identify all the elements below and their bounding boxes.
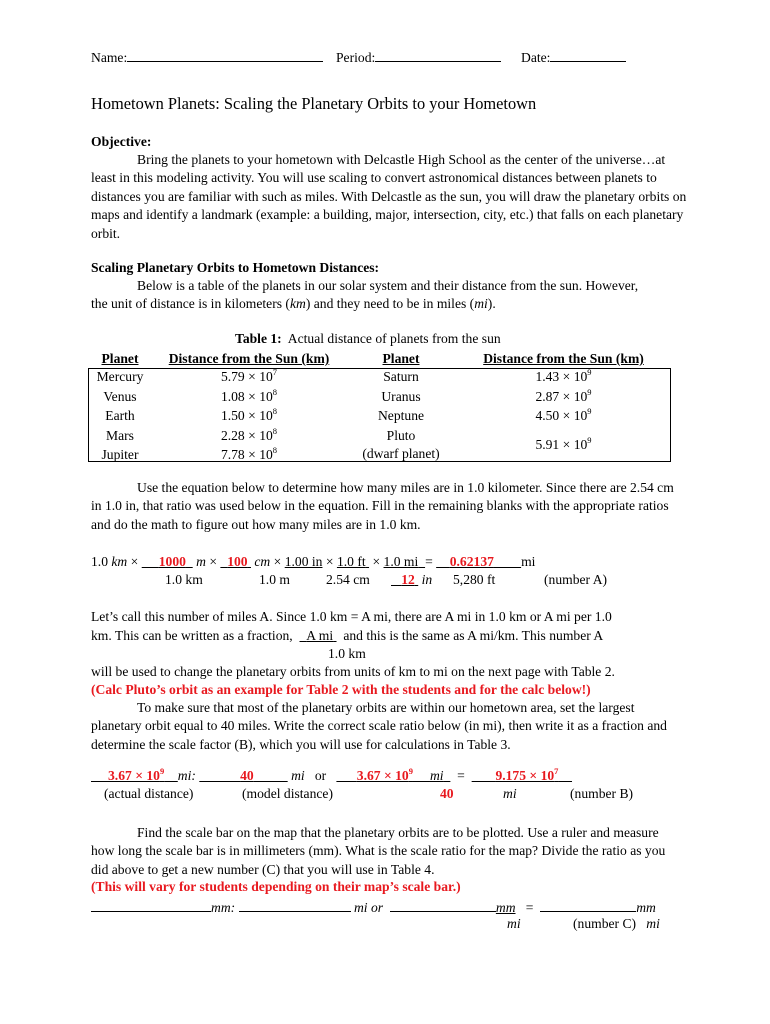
table1-caption-label: Table 1: [235,331,282,346]
conv-times: × [205,554,221,569]
result-exponent: 7 [554,766,559,776]
objective-heading: Objective: [91,134,152,149]
planet-name: Jupiter [101,447,139,463]
scale-c-mi-or: mi or [353,900,384,915]
period-blank[interactable] [375,47,501,62]
label-number-c-text: (number C) [573,916,637,931]
frac-c-numerator-blank[interactable] [390,897,496,912]
conv-denom-2: 1.0 m [259,572,290,587]
table-row [88,427,671,446]
scale-c-equation [91,897,656,917]
scale-mi-colon: mi: [177,768,196,783]
distance-mantissa: 5.79 × 10 [220,369,273,385]
conv-times: × [127,554,142,569]
objective-text: Bring the planets to your hometown with Delcastle High School as the center of the universe…at least in this modeling activity. You will use scaling to convert astronomical distances between planets to distances you are familiar with such as miles. With Delcastle as the sun, you will draw the planetary orbits on maps and identify a landmark (example: a building, major, intersection, city, etc.) that falls on each planetary orbit. [91,152,687,241]
table1-caption [235,330,501,348]
header-distance-right: Distance from the Sun (km) [483,351,644,366]
scale-c-mm: mm [495,900,516,915]
label-number-b: (number B) [570,786,634,801]
date-field-row [521,47,626,67]
scaling-heading: Scaling Planetary Orbits to Hometown Distances: [91,260,380,275]
para-c-text: Find the scale bar on the map that the planetary orbits are to be plotted. Use a ruler and measure how long the scale bar is in millimeters (mm). What is the scale ratio for the map? Divide the ratio as you did above to get a new number (C) that you will use in Table 4. [91,825,666,877]
frac-num-mantissa: 3.67 × 10 [356,768,409,783]
distance-mantissa: 7.78 × 10 [220,447,273,463]
frac-num-unit: mi [429,768,444,783]
frac-b-numerator [357,768,413,783]
answer-12: 12 [401,572,415,587]
planet-name: Uranus [381,388,421,404]
actual-distance-value [108,768,164,783]
distance-exponent: 9 [587,386,592,397]
scaling-text-a: Below is a table of the planets in our solar system and their distance from the sun. However, the unit of distance is in kilometers ( [91,278,639,312]
frac-numerator: 1.0 mi [383,554,419,569]
instructions-text: Use the equation below to determine how many miles are in 1.0 kilometer. Since there are 2.54 cm in 1.0 in, that ratio was used below in the equation. Fill in the remaining blanks with the appropriate ratios and do the math to figure out how many miles are in 1.0 km. [91,480,674,532]
planet-distance [456,407,671,426]
conv-times: × [369,554,384,569]
distance-exponent: 9 [587,367,592,378]
distance-exponent: 7 [272,367,278,378]
planet-distance [152,407,346,426]
conv-cm: cm [250,554,271,569]
label-actual-distance: (actual distance) [104,786,194,801]
planet-distance-table [88,350,671,465]
conv-times: × [322,554,337,569]
planet-distance [152,388,346,407]
table-row [88,407,671,426]
number-b-value [495,768,558,783]
distance-mantissa: 4.50 × 10 [535,408,588,424]
period-label: Period: [336,50,376,65]
para-a-line2b: and this is the same as A mi/km. This number A [343,628,604,643]
answer-number-a: 0.62137 [449,554,494,569]
header-planet-left: Planet [101,351,139,366]
para-a-line2a: km. This can be written as a fraction, [91,628,293,643]
scale-mi: mi [291,768,305,783]
distance-mantissa: 2.87 × 10 [535,388,588,404]
scaling-text [91,277,651,314]
scale-b-equation [91,767,572,786]
distance-mantissa: 2.28 × 10 [220,427,273,443]
distance-mantissa: 5.91 × 10 [535,437,588,453]
distance-mantissa: 1.08 × 10 [220,388,273,404]
answer-1000: 1000 [158,554,186,569]
table-row [88,388,671,407]
distance-exponent: 9 [587,406,592,417]
conv-mi: mi [521,554,536,569]
actual-mantissa: 3.67 × 10 [108,768,160,783]
conv-start: 1.0 [91,554,112,569]
frac-b-denominator: 40 [440,786,454,801]
scaling-km: km [289,296,306,312]
scaling-text-b: ) and they need to be in miles ( [305,296,475,312]
result-mantissa: 9.175 × 10 [495,768,555,783]
distance-exponent: 8 [272,406,278,417]
table-row [88,368,671,387]
conv-frac3-num [285,554,323,569]
conv-denom-1: 1.0 km [165,572,203,587]
planet-name: Venus [103,388,137,404]
scaling-mi: mi [474,296,488,312]
label-number-a: (number A) [544,572,608,587]
planet-name: Mars [106,427,134,443]
scale-c-mm2: mm [636,900,656,915]
para-a-line3: will be used to change the planetary orbits from units of km to mi on the next page with Table 2. [91,664,615,679]
planet-name: Earth [105,408,135,424]
name-blank[interactable] [127,47,323,62]
name-label: Name: [91,50,128,65]
scale-c-mm-colon: mm: [211,900,236,915]
conv-times: × [270,554,285,569]
conv-equals: = [425,554,433,569]
pluto-note: (Calc Pluto’s orbit as an example for Table 2 with the students and for the calc below!) [91,682,591,697]
planet-distance [456,427,671,466]
frac-numerator: 1.00 in [284,554,323,569]
planet-distance [456,368,671,387]
date-label: Date: [521,50,551,65]
scale-c-equals: = [525,900,534,915]
table-header-row [88,350,671,368]
frac-a-numerator: A mi [306,628,334,643]
mm-blank[interactable] [91,897,211,912]
conv-km: km [111,554,128,569]
distance-mantissa: 1.50 × 10 [220,408,273,424]
planet-distance [456,388,671,407]
planet-name: Neptune [377,408,425,424]
frac-b-denominator-unit: mi [503,786,517,801]
name-field-row [91,47,323,67]
label-number-c [573,915,660,933]
distance-exponent: 9 [587,435,592,446]
para-a-line4: To make sure that most of the planetary orbits are within our hometown area, set the largest planetary orbit equal to 40 miles. Write the correct scale ratio below (in mi), then write it as a fraction and determine the scale factor (B), which you will use for calculations in Table 3. [91,700,667,752]
planet-name: Saturn [383,369,419,385]
distance-exponent: 8 [272,445,278,456]
actual-exponent: 9 [159,766,165,776]
planet-distance [152,368,346,387]
model-distance-value: 40 [240,768,254,783]
conv-denom-3: 2.54 cm [326,572,370,587]
distance-exponent: 8 [272,386,278,397]
scaling-text-c: ). [487,296,496,312]
scale-bar-note: (This will vary for students depending on their map’s scale bar.) [91,879,461,894]
conv-m: m [192,554,206,569]
planet-distance [152,446,346,465]
planet-distance [152,427,346,446]
conversion-equation [91,553,535,571]
answer-100: 100 [227,554,248,569]
header-distance-left: Distance from the Sun (km) [168,351,330,366]
planet-name: Pluto [386,427,416,443]
header-planet-right: Planet [382,351,420,366]
distance-mantissa: 1.43 × 10 [535,369,588,385]
conv-denom-4 [391,571,432,589]
planet-subtitle: (dwarf planet) [362,446,440,462]
para-a-line2 [91,627,603,645]
planet-name-pluto [346,427,456,466]
planet-name: Mercury [96,369,144,385]
number-c-unit: mi [646,916,660,931]
table1-caption-text: Actual distance of planets from the sun [281,331,501,346]
frac-numerator: 1.0 ft [336,554,366,569]
distance-exponent: 8 [272,425,278,436]
para-a-line1: Let’s call this number of miles A. Since 1.0 km = A mi, there are A mi in 1.0 km or A mi per 1.0 [91,609,612,624]
frac-a-denominator: 1.0 km [328,646,366,661]
scale-equals: = [457,768,465,783]
frac-num-exponent: 9 [408,766,413,776]
conv-in: in [418,572,433,587]
conv-denom-5: 5,280 ft [453,572,496,587]
scale-or: or [314,768,327,783]
page-title: Hometown Planets: Scaling the Planetary Orbits to your Hometown [91,94,537,113]
mi-blank[interactable] [239,897,351,912]
period-field-row [336,47,501,67]
number-c-blank[interactable] [540,897,636,912]
frac-c-denominator-unit: mi [507,916,521,931]
label-model-distance: (model distance) [242,786,333,801]
date-blank[interactable] [550,47,626,62]
